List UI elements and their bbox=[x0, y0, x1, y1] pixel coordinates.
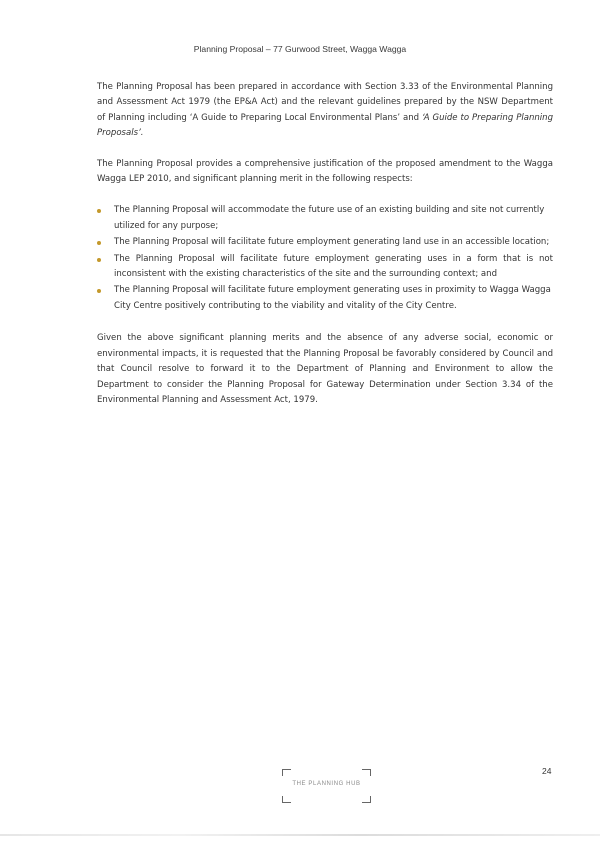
logo-text: THE PLANNING HUB bbox=[292, 781, 361, 787]
list-item bbox=[97, 283, 553, 314]
intro-italic-title: ‘A Guide to Preparing Planning Proposals’. bbox=[97, 112, 554, 139]
page-header: Planning Proposal – 77 Gurwood Street, Wagga Wagga bbox=[193, 44, 407, 54]
list-item bbox=[97, 203, 553, 234]
bullet-icon bbox=[97, 258, 101, 262]
bullet-icon bbox=[97, 241, 101, 245]
list-item bbox=[97, 252, 553, 283]
list-item-text: The Planning Proposal will accommodate the future use of an existing building and site not currently utilized for any purpose; bbox=[114, 205, 545, 231]
scan-edge-divider bbox=[0, 834, 600, 836]
list-item bbox=[97, 235, 553, 250]
document-body bbox=[97, 80, 553, 408]
bullet-icon bbox=[97, 209, 101, 213]
planning-hub-logo bbox=[282, 769, 371, 803]
page-number: 24 bbox=[542, 766, 552, 776]
justification-paragraph: The Planning Proposal provides a comprehensive justification of the proposed amendment to the Wagga Wagga LEP 2010, and significant planning merit in the following respects: bbox=[97, 158, 553, 185]
list-item-text: The Planning Proposal will facilitate future employment generating land use in an accessible location; bbox=[114, 237, 550, 248]
list-item-text: The Planning Proposal will facilitate future employment generating uses in proximity to Wagga Wagga City Centre positively contributing to the viability and vitality of the City Centre. bbox=[114, 285, 551, 311]
list-item-text: The Planning Proposal will facilitate future employment generating uses in a form that is not inconsistent with the existing characteristics of the site and the surrounding context; and bbox=[114, 253, 553, 280]
bullet-icon bbox=[97, 289, 101, 293]
intro-paragraph bbox=[97, 80, 553, 142]
intro-text: The Planning Proposal has been prepared in accordance with Section 3.33 of the Environmental Planning and Assessment Act 1979 (the EP&A Act) and the relevant guidelines prepared by the NSW Department of Planning including ‘A Guide to Preparing Local Environmental Plans’ and bbox=[97, 82, 553, 123]
merit-bullet-list bbox=[97, 203, 553, 314]
conclusion-paragraph: Given the above significant planning merits and the absence of any adverse social, economic or environmental impacts, it is requested that the Planning Proposal be favorably considered by Council and that Council resolve to forward it to the Department of Planning and Environment to allow the Department to consider the Planning Proposal for Gateway Determination under Section 3.34 of the Environmental Planning and Assessment Act, 1979. bbox=[97, 333, 553, 405]
